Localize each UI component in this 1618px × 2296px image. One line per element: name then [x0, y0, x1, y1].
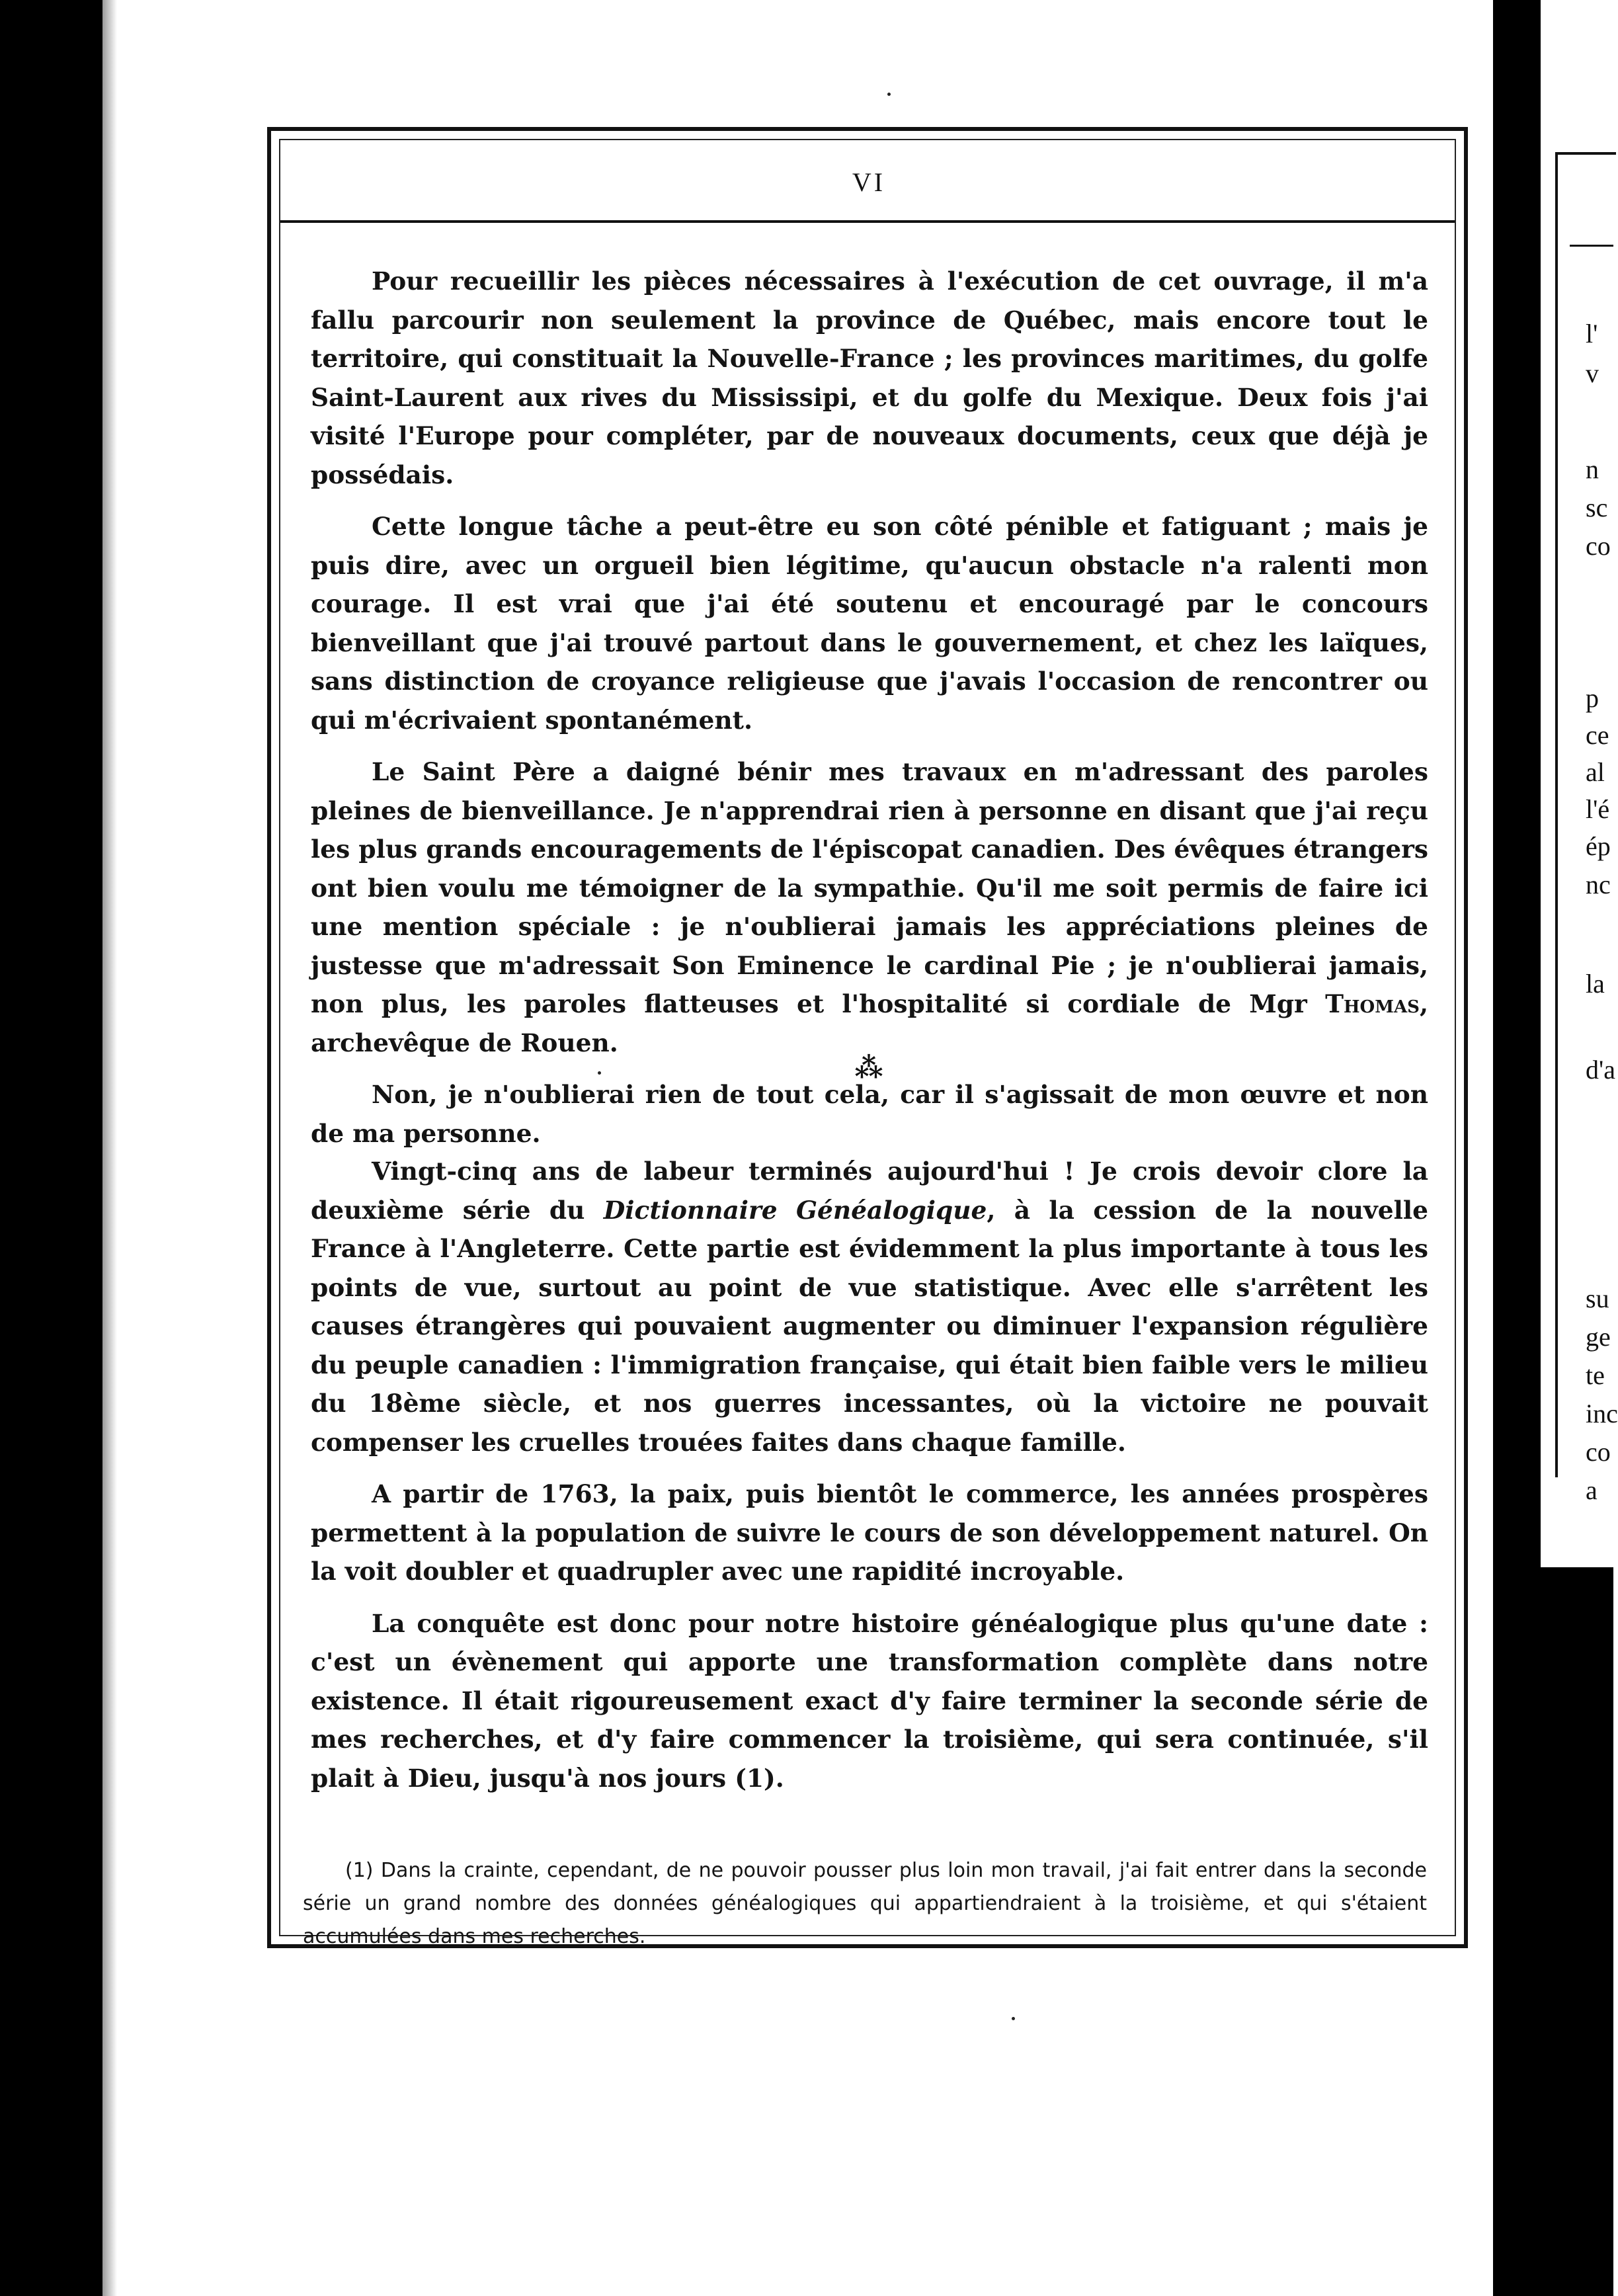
page-number: VI [852, 167, 886, 197]
adjacent-page-rule [1570, 245, 1613, 247]
fragment: sc [1586, 493, 1608, 522]
fragment: su [1586, 1284, 1609, 1313]
fragment: l' [1586, 319, 1598, 348]
paragraph-text: Vingt-cinq ans de labeur terminés aujourd'hui ! Je crois devoir clore la deuxième série du [311, 1157, 1428, 1225]
preface-section-one [311, 262, 1428, 1166]
paragraph: Non, je n'oublierai rien de tout cela, car il s'agissait de mon œuvre et non de ma personne. [311, 1080, 1428, 1148]
paragraph: A partir de 1763, la paix, puis bientôt le commerce, les années prospères permettent à la population de suivre le cours de son développement naturel. On la voit doubler et quadrupler avec une rapidité incroyable. [311, 1479, 1428, 1586]
paragraph: La conquête est donc pour notre histoire généalogique plus qu'une date : c'est un évènement qui apporte une transformation complète dans notre existence. Il était rigoureusement exact d'y faire terminer la seconde série de mes recherches, et d'y faire commencer la troisième, qui sera continuée, s'il plait à Dieu, jusqu'à nos jours (1). [311, 1608, 1428, 1793]
scan-speck [1012, 2017, 1015, 2020]
paragraph [311, 1152, 1428, 1461]
fragment: la [1586, 969, 1605, 999]
paragraph: Cette longue tâche a peut-être eu son côté pénible et fatiguant ; mais je puis dire, avec un orgueil bien légitime, qu'aucun obstacle n'a ralenti mon courage. Il est vrai que j'ai été soutenu et encouragé par le concours bienveillant que j'ai trouvé partout dans le gouvernement, et chez les laïques, sans distinction de croyance religieuse que j'avais l'occasion de rencontrer ou qui m'écrivaient spontanément. [311, 512, 1428, 735]
paragraph: Pour recueillir les pièces nécessaires à l'exécution de cet ouvrage, il m'a fallu parcourir non seulement la province de Québec, mais encore tout le territoire, qui constituait la Nouvelle-France ; les provinces maritimes, du golfe Saint-Laurent aux rives du Mississipi, et du golfe du Mexique. Deux fois j'ai visité l'Europe pour compléter, par de nouveaux documents, ceux que déjà je possédais. [311, 266, 1428, 489]
paragraph-text: , à la cession de la nouvelle France à l'Angleterre. Cette partie est évidemment la plus importante à tous les points de vue, surtout au point de vue statistique. Avec elle s'arrêtent les causes étrangères qui pouvaient augmenter ou diminuer l'expansion régulière du peuple canadien : l'immigration française, qui était bien faible vers le milieu du 18ème siècle, et nos guerres incessantes, où la victoire ne pouvait compenser les cruelles trouées faites dans chaque famille. [311, 1195, 1429, 1457]
scan-edge-left [0, 0, 102, 2296]
scan-edge-shadow [102, 0, 117, 2296]
fragment: n [1586, 454, 1599, 484]
fragment: ép [1586, 831, 1611, 861]
footnote-text: (1) Dans la crainte, cependant, de ne pouvoir pousser plus loin mon travail, j'ai fait entrer dans la seconde série un grand nombre des données généalogiques qui appartiendraient à la troisième, et qui s'étaient accumulées dans mes recherches. [303, 1859, 1427, 1948]
fragment: al [1586, 757, 1605, 787]
fragment: ce [1586, 720, 1609, 750]
fragment: inc [1586, 1399, 1618, 1428]
scan-speck [598, 1071, 601, 1075]
fragment: v [1586, 358, 1599, 388]
fragment: co [1586, 531, 1611, 561]
fragment: d'a [1586, 1055, 1615, 1085]
fragment: ge [1586, 1322, 1611, 1352]
fragment: p [1586, 683, 1599, 713]
archbishop-name: Thomas [1325, 989, 1420, 1018]
scan-speck [887, 93, 891, 96]
paragraph-text: Le Saint Père a daigné bénir mes travaux en m'adressant des paroles pleines de bienveillance. Je n'apprendrai rien à personne en disant que j'ai reçu les plus grands encouragements de l'épiscopat canadien. Des évêques étrangers ont bien voulu me témoigner de la sympathie. Qu'il me soit permis de faire ici une mention spéciale : je n'oublierai jamais les appréciations pleines de justesse que m'adressait Son Eminence le cardinal Pie ; je n'oublierai jamais, non plus, les paroles flatteuses et l'hospitalité si cordiale de Mgr [311, 757, 1428, 1018]
paragraph [311, 753, 1428, 1062]
fragment: nc [1586, 870, 1611, 899]
asterism: ⁂ [854, 1051, 883, 1084]
fragment: l'é [1586, 794, 1610, 824]
fragment: te [1586, 1360, 1605, 1390]
footnote [303, 1854, 1427, 1953]
preface-section-two [311, 1152, 1428, 1811]
fragment: co [1586, 1437, 1611, 1467]
paragraph-text: , archevêque de Rouen. [311, 989, 1428, 1057]
header-rule [280, 220, 1455, 223]
fragment: a [1586, 1475, 1598, 1505]
book-title: Dictionnaire Généalogique [603, 1195, 987, 1225]
